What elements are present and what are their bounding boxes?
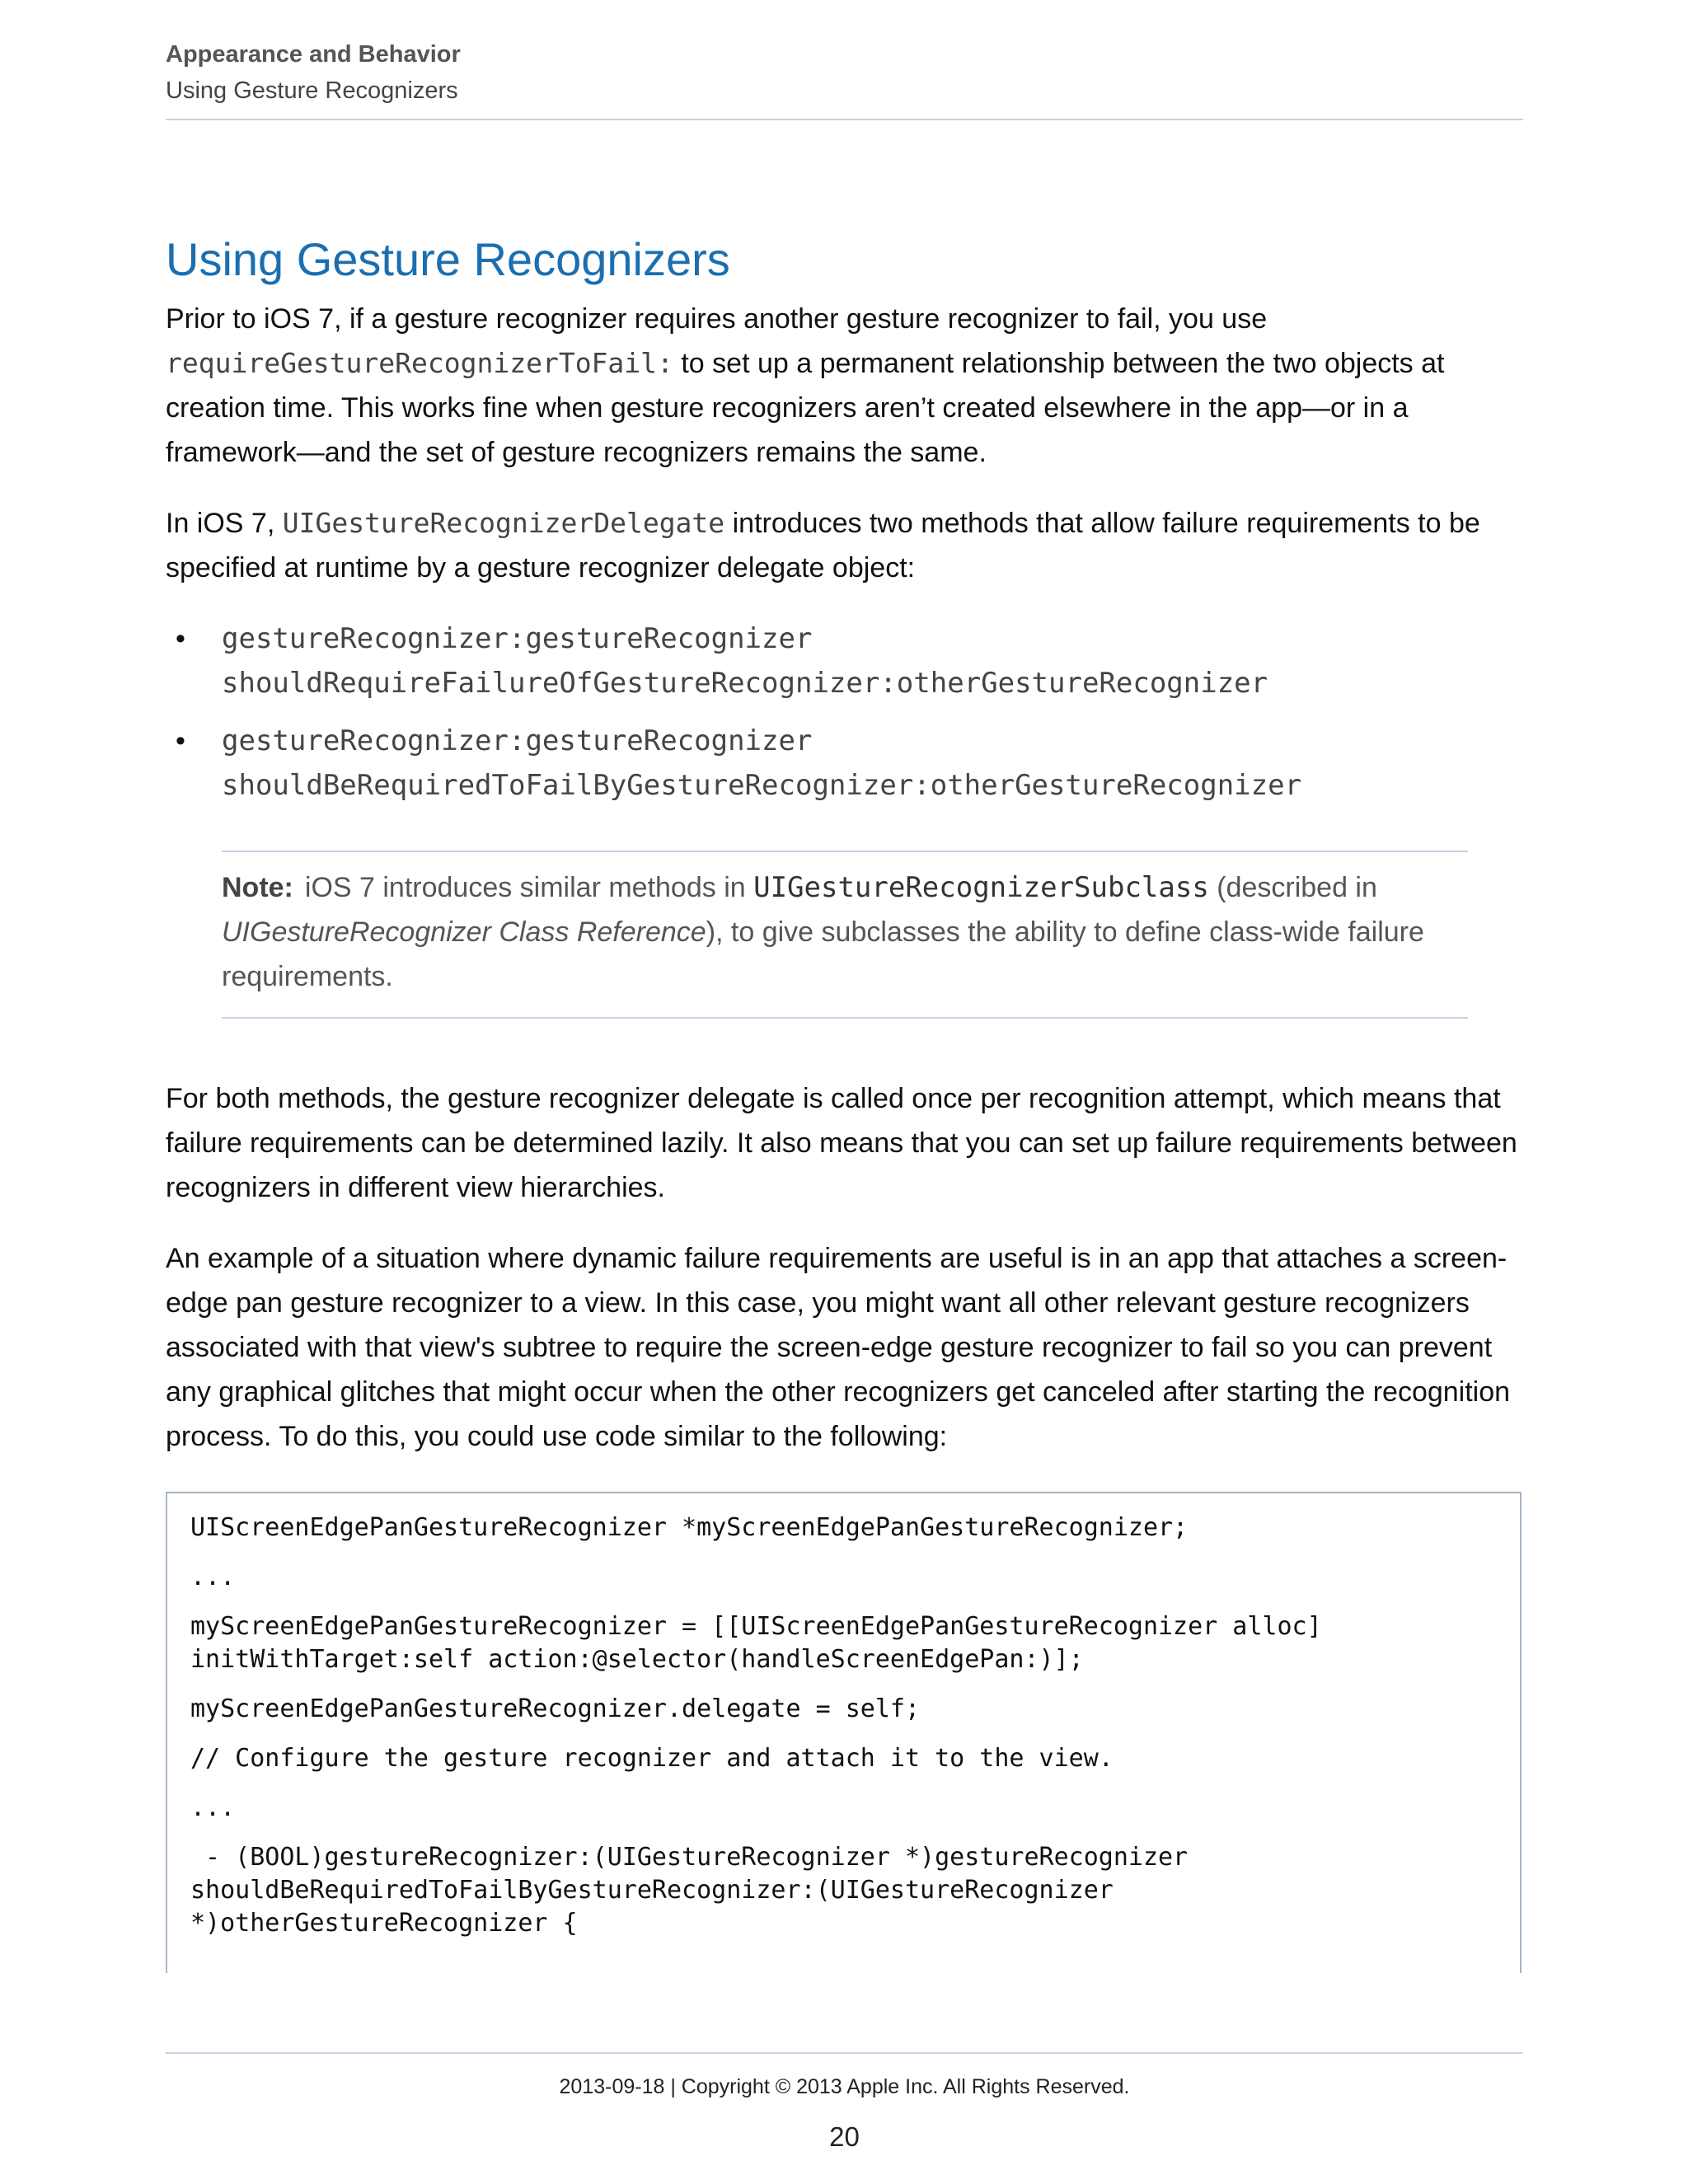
bullet-icon: • <box>176 725 185 757</box>
running-footer <box>166 2052 1523 2159</box>
list-item <box>166 719 1523 808</box>
section-subtitle: Using Gesture Recognizers <box>166 77 458 104</box>
reference-link[interactable]: UIGestureRecognizer Class Reference <box>222 916 706 948</box>
paragraph-text: to set up a permanent relationship between the two objects at creation time. This works fine when gesture recognizers aren’t created elsewhere in the app—or in a framework—and the set of gesture recognizers remains the same. <box>166 348 1445 468</box>
code-line: ... <box>190 1793 236 1822</box>
method-line: gestureRecognizer:gestureRecognizer <box>222 724 813 757</box>
code-line: myScreenEdgePanGestureRecognizer.delegate = self; <box>190 1694 921 1723</box>
method-list <box>166 616 1523 808</box>
method-line: shouldBeRequiredToFailByGestureRecognizer:otherGestureRecognizer <box>222 769 1302 802</box>
code-line: myScreenEdgePanGestureRecognizer = [[UIScreenEdgePanGestureRecognizer alloc] initWithTarget:self action:@selector(handleScreenEdgePan:)]; <box>190 1612 1322 1674</box>
footer-copyright: 2013-09-18 | Copyright © 2013 Apple Inc. All Rights Reserved. <box>559 2075 1130 2098</box>
paragraph-example: An example of a situation where dynamic failure requirements are useful is in an app that attaches a screen-edge pan gesture recognizer to a view. In this case, you might want all other relevant gesture recognizers associated with that view's subtree to require the screen-edge gesture recognizer to fail so you can prevent any graphical glitches that might occur when the other recognizers get canceled after starting the recognition process. To do this, you could use code similar to the following: <box>166 1243 1511 1452</box>
page-content <box>166 223 1523 1973</box>
code-listing <box>166 1492 1522 1973</box>
paragraph-prior-ios7 <box>166 297 1523 475</box>
code-line: - (BOOL)gestureRecognizer:(UIGestureRecognizer *)gestureRecognizer shouldBeRequiredToFailByGestureRecognizer:(UIGestureRecognizer *)otherGestureRecognizer { <box>190 1843 1189 1938</box>
code-line: ... <box>190 1563 236 1591</box>
note-text: ), to give subclasses the ability to define class-wide failure requirements. <box>222 916 1424 992</box>
method-line: gestureRecognizer:gestureRecognizer <box>222 622 813 655</box>
page-title: Using Gesture Recognizers <box>166 233 730 285</box>
list-item <box>166 616 1523 705</box>
paragraph-text: In iOS 7, <box>166 508 283 539</box>
note-text: (described in <box>1208 872 1377 903</box>
paragraph-text: Prior to iOS 7, if a gesture recognizer requires another gesture recognizer to fail, you use <box>166 303 1268 335</box>
method-line: shouldRequireFailureOfGestureRecognizer:otherGestureRecognizer <box>222 667 1268 700</box>
note-box <box>222 851 1468 1019</box>
inline-code-subclass: UIGestureRecognizerSubclass <box>753 871 1209 904</box>
running-header <box>166 36 1523 120</box>
chapter-title: Appearance and Behavior <box>166 41 461 68</box>
inline-code-delegate: UIGestureRecognizerDelegate <box>282 507 725 539</box>
page-number: 20 <box>829 2121 860 2152</box>
code-line: UIScreenEdgePanGestureRecognizer *myScreenEdgePanGestureRecognizer; <box>190 1513 1189 1542</box>
note-text: iOS 7 introduces similar methods in <box>304 872 754 903</box>
paragraph-text: introduces two methods that allow failure requirements to be specified at runtime by a gesture recognizer delegate object: <box>166 508 1480 583</box>
bullet-icon: • <box>176 623 185 654</box>
inline-code-require-fail: requireGestureRecognizerToFail: <box>166 347 673 379</box>
code-line: // Configure the gesture recognizer and attach it to the view. <box>190 1744 1114 1773</box>
paragraph-ios7-delegate <box>166 501 1523 590</box>
note-label: Note: <box>222 872 293 903</box>
paragraph-both-methods: For both methods, the gesture recognizer delegate is called once per recognition attempt, which means that failure requirements can be determined lazily. It also means that you can set up failure requirements between recognizers in different view hierarchies. <box>166 1083 1517 1203</box>
